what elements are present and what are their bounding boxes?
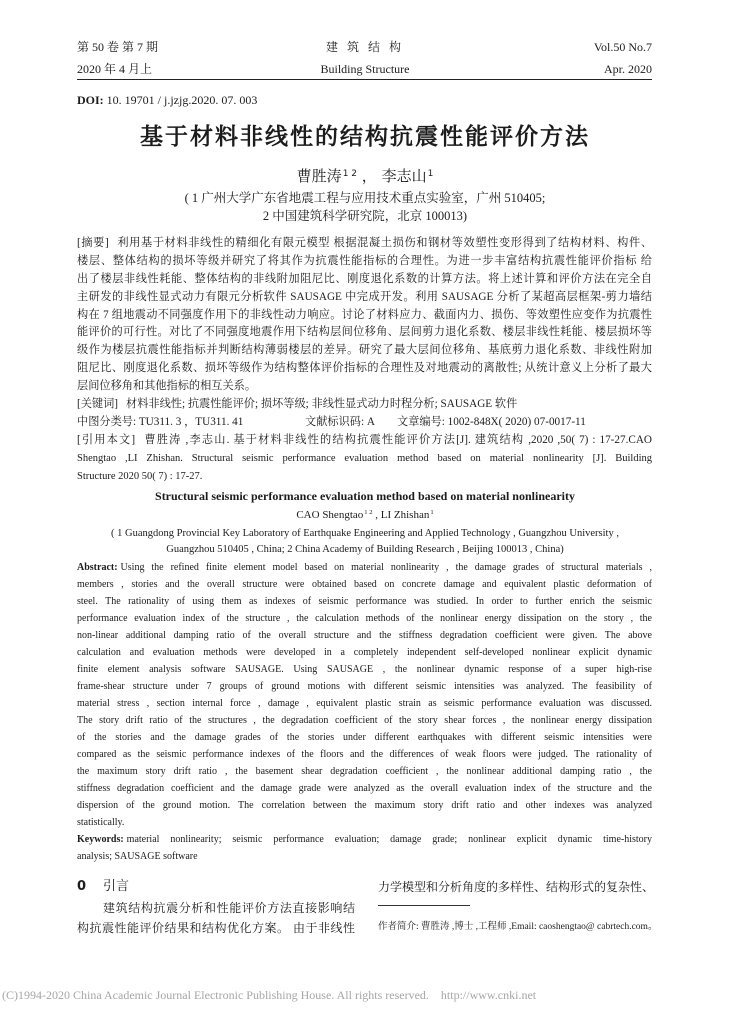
body-column-right	[378, 877, 654, 898]
title-cn: 基于材料非线性的结构抗震性能评价方法	[140, 124, 590, 150]
abstract-en-line: statistically.	[77, 816, 125, 828]
author-name: LI Zhishan	[380, 509, 430, 521]
affiliation-line: ( 1 Guangdong Provincial Key Laboratory of Earthquake Engineering and Applied Technology , Guangzhou University ,	[111, 528, 619, 539]
abstract-cn-line: 楼层、整体结构的损坏等级并研究了将其作为抗震性能指标的合理性。为进一步丰富结构抗震性能评价指标 给	[77, 254, 652, 267]
doi-label: DOI:	[77, 93, 104, 107]
clc-number: 中图分类号: TU311. 3 ，TU311. 41	[77, 415, 244, 428]
author-affil-mark: 1	[427, 168, 434, 179]
abstract-en-line: compared as the seismic performance indexes of the floors and the differences of weak floors were judged. The rationality of	[77, 748, 652, 760]
abstract-cn-block	[77, 235, 652, 485]
keywords-cn-label: [关键词]	[77, 398, 119, 411]
keywords-en-line: analysis; SAUSAGE software	[77, 850, 198, 862]
keywords-cn-text: 材料非线性; 抗震性能评价; 损坏等级; 非线性显式动力时程分析; SAUSAGE 软件	[126, 398, 518, 411]
body-line: 力学模型和分析角度的多样性、结构形式的复杂性、	[378, 880, 655, 894]
abstract-en-block	[77, 559, 652, 865]
keywords-en-line	[77, 831, 652, 848]
doi-line	[77, 93, 257, 107]
header-rule	[77, 79, 652, 80]
classification-row	[77, 414, 652, 432]
abstract-en-line: members , stories and the overall structure were obtained based on concrete damage and equivalent plastic deformation of	[77, 578, 652, 590]
affiliation-line: Guangzhou 510405 , China; 2 China Academy of Building Research , Beijing 100013 , China)	[166, 544, 564, 555]
title-en: Structural seismic performance evaluation method based on material nonlinearity	[155, 489, 575, 503]
citation-label: [引用本文]	[77, 433, 136, 446]
abstract-cn-text: 利用基于材料非线性的精细化有限元模型 根据混凝土损伤和钢材等效塑性变形得到了结构材料、构件、	[116, 237, 653, 249]
abstract-cn-label: [摘要]	[77, 237, 109, 249]
author-note: 作者简介: 曹胜涛 ,博士 ,工程师 ,Email: caoshengtao@ cabrtech.com。	[378, 922, 658, 932]
abstract-cn-line	[77, 235, 652, 253]
document-code: 文献标识码: A	[305, 415, 375, 428]
keywords-en-text: material nonlinearity; seismic performance evaluation; damage grade; nonlinear explicit dynamic time-history	[126, 833, 652, 845]
header-volume-issue-en: Vol.50 No.7	[593, 40, 652, 54]
author-separator: ,	[372, 509, 381, 521]
article-number: 文章编号: 1002-848X( 2020) 07-0017-11	[397, 415, 586, 428]
abstract-en-line: steel. The rationality of using them as indexes of seismic performance was studied. In order to further enrich the seismic	[77, 595, 652, 607]
affiliations-en	[0, 526, 730, 558]
copyright-footer: (C)1994-2020 China Academic Journal Electronic Publishing House. All rights reserved. http://www.cnki.net	[2, 988, 537, 1002]
abstract-en-label: Abstract:	[77, 561, 118, 573]
author-affil-mark: 1	[430, 509, 434, 517]
abstract-cn-line: 级作为楼层抗震性能指标并判断结构薄弱楼层的差异。研究了最大层间位移角、基底剪力退化系数、非线性附加	[77, 344, 652, 357]
citation-line: Structure 2020 50( 7) : 17-27.	[77, 470, 203, 482]
abstract-en-line: the maximum story drift ratio , the basement shear degradation coefficient , the nonlinear additional damping ratio , the	[77, 765, 652, 777]
footnote-rule	[378, 905, 470, 906]
abstract-en-line: The story drift ratio of the structures , the degradation coefficient of the story shear forces , the nonlinear energy dissipation	[77, 714, 652, 726]
abstract-cn-line: 主研发的非线性显式动力有限元分析软件 SAUSAGE 中完成开发。利用 SAUSAGE 分析了某超高层框架-剪力墙结	[77, 290, 652, 303]
affiliations-cn	[0, 189, 730, 225]
citation-line: Shengtao ,LI Zhishan. Structural seismic performance evaluation method based on material nonlinearity [J]. Building	[77, 452, 652, 464]
author-name: CAO Shengtao	[296, 509, 364, 521]
keywords-cn	[77, 396, 652, 414]
header-journal-cn: 建 筑 结 构	[325, 40, 404, 54]
abstract-cn-line: 层间位移角和其他指标的相互关系。	[77, 380, 257, 393]
section-number: 0	[77, 879, 87, 894]
doi-value: 10. 19701 / j.jzjg.2020. 07. 003	[106, 93, 258, 107]
body-line: 建筑结构抗震分析和性能评价方法直接影响结	[103, 900, 355, 915]
affiliation-line: 2 中国建筑科学研究院，北京 100013)	[262, 209, 468, 223]
abstract-en-line: frame-shear structure under 7 groups of ground motions with different seismic intensities was analyzed. The feasibility of	[77, 680, 652, 692]
abstract-en-line: calculation and evaluation methods were developed in a completely independent self-developed nonlinear explicit dynamic	[77, 646, 652, 658]
header-date-cn: 2020 年 4 月上	[77, 62, 153, 76]
abstract-cn-line: 阻尼比、刚度退化系数、损坏等级作为结构整体评价指标的合理性及对地震动的离散性; 从统计意义上分析了最大	[77, 362, 652, 375]
author-name: 李志山	[381, 167, 427, 185]
abstract-en-line: material stress , section internal force , damage , equivalent plastic strain as seismic performance evaluation was discussed.	[77, 697, 652, 709]
authors-en	[0, 507, 730, 523]
abstract-cn-line: 构在 7 组地震动不同强度作用下的非线性动力响应。讨论了材料应力、截面内力、损伤、等效塑性应变作为抗震性	[77, 308, 652, 321]
author-separator: ，	[357, 167, 382, 185]
authors-cn	[0, 166, 730, 186]
abstract-en-line: performance evaluation index of the structure , the calculation methods of the nonlinear energy dissipation on the story , the	[77, 612, 652, 624]
abstract-en-line	[77, 559, 652, 576]
affiliation-line: ( 1 广州大学广东省地震工程与应用技术重点实验室，广州 510405;	[184, 191, 546, 205]
abstract-en-line: stiffness degradation coefficient and the damage grade were analyzed as the overall evaluation index of the structure and the	[77, 782, 652, 794]
citation-line	[77, 432, 652, 450]
section-title: 引言	[103, 879, 130, 894]
abstract-en-line: non-linear additional damping ratio of the overall structure and the stiffness degradation coefficient were given. The above	[77, 629, 652, 641]
abstract-en-line: finite element analysis software SAUSAGE. Using SAUSAGE , the nonlinear dynamic response of a super high-rise	[77, 663, 652, 675]
author-affil-mark: 1 2	[364, 509, 373, 517]
abstract-cn-line: 能评价的可行性。对比了不同强度地震作用下结构层间位移角、层间剪力退化系数、楼层非线性耗能、楼层损坏等	[77, 326, 652, 339]
author-name: 曹胜涛	[296, 167, 342, 185]
abstract-en-text: Using the refined finite element model based on material nonlinearity , the damage grades of structural materials ,	[120, 561, 652, 573]
abstract-en-line: of the stories and the damage grades of the stories under different earthquakes with different seismic intensities were	[77, 731, 652, 743]
citation-text: 曹胜涛 ,李志山. 基于材料非线性的结构抗震性能评价方法[J]. 建筑结构 ,2020 ,50( 7) : 17-27.CAO	[143, 433, 652, 446]
header-journal-en: Building Structure	[320, 62, 410, 76]
header-date-en: Apr. 2020	[604, 62, 652, 76]
keywords-en-label: Keywords:	[77, 833, 124, 845]
header-volume-issue-cn: 第 50 卷 第 7 期	[77, 40, 159, 54]
abstract-en-line: dispersion of the ground motion. The correlation between the maximum story drift ratio and other indexes was analyzed	[77, 799, 652, 811]
body-column-left	[77, 877, 355, 939]
body-line: 构抗震性能评价结果和结构优化方案。 由于非线性	[77, 921, 355, 935]
author-affil-mark: 1 2	[342, 168, 358, 179]
abstract-cn-line: 出了楼层非线性耗能、整体结构的非线附加阻尼比、刚度退化系数的计算方法。将上述计算和评价方法在完全自	[77, 272, 652, 285]
section-heading	[77, 877, 355, 898]
